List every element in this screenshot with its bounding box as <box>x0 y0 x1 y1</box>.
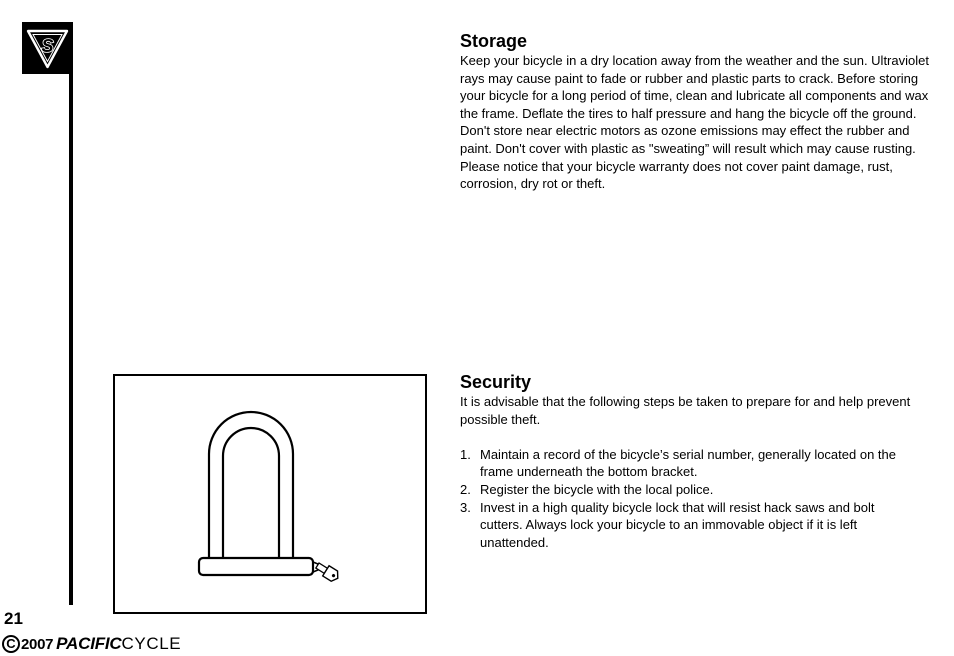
list-item-number: 2. <box>460 481 471 497</box>
copyright-icon: C <box>2 635 20 653</box>
list-item-text: Invest in a high quality bicycle lock that will resist hack saws and bolt cutters. Always lock your bicycle to an immovable object if it is left unattended. <box>480 499 875 550</box>
list-item-number: 1. <box>460 446 471 462</box>
list-item-number: 3. <box>460 499 471 515</box>
security-steps-list <box>460 446 930 552</box>
brand-logo <box>22 22 73 74</box>
key-icon <box>314 560 341 583</box>
list-item <box>460 499 910 552</box>
u-lock-figure <box>113 374 427 614</box>
list-item-text: Register the bicycle with the local police. <box>480 481 714 497</box>
u-lock-icon <box>115 376 425 612</box>
security-section <box>460 371 930 551</box>
logo-letter: S <box>41 36 54 56</box>
copyright-year: 2007 <box>21 635 54 653</box>
footer-copyright <box>2 632 181 656</box>
list-item-text: Maintain a record of the bicycle’s serial number, generally located on the frame underneath the bottom bracket. <box>480 446 896 480</box>
list-item <box>460 481 910 499</box>
storage-section <box>460 30 930 193</box>
shield-logo-icon <box>22 22 73 74</box>
security-intro: It is advisable that the following steps be taken to prepare for and help prevent possible theft. <box>460 394 911 427</box>
security-heading: Security <box>460 372 532 392</box>
page-number: 21 <box>4 609 23 628</box>
side-rule <box>69 74 73 605</box>
storage-body: Keep your bicycle in a dry location away from the weather and the sun. Ultraviolet rays may cause paint to fade or rubber and plastic parts to crack. Before storing your bicycle for a long period of time, clean and lubricate all components and wax the frame. Deflate the tires to half pressure and hang the bicycle off the ground. Don't store near electric motors as ozone emissions may effect the rubber and paint. Don't cover with plastic as "sweating” will result which may cause rusting. Please notice that your bicycle warranty does not cover paint damage, rust, corrosion, dry rot or theft. <box>460 53 929 192</box>
list-item <box>460 446 910 481</box>
brand-name-light: CYCLE <box>121 634 182 653</box>
brand-name-bold: PACIFIC <box>56 634 122 653</box>
storage-heading: Storage <box>460 31 528 51</box>
